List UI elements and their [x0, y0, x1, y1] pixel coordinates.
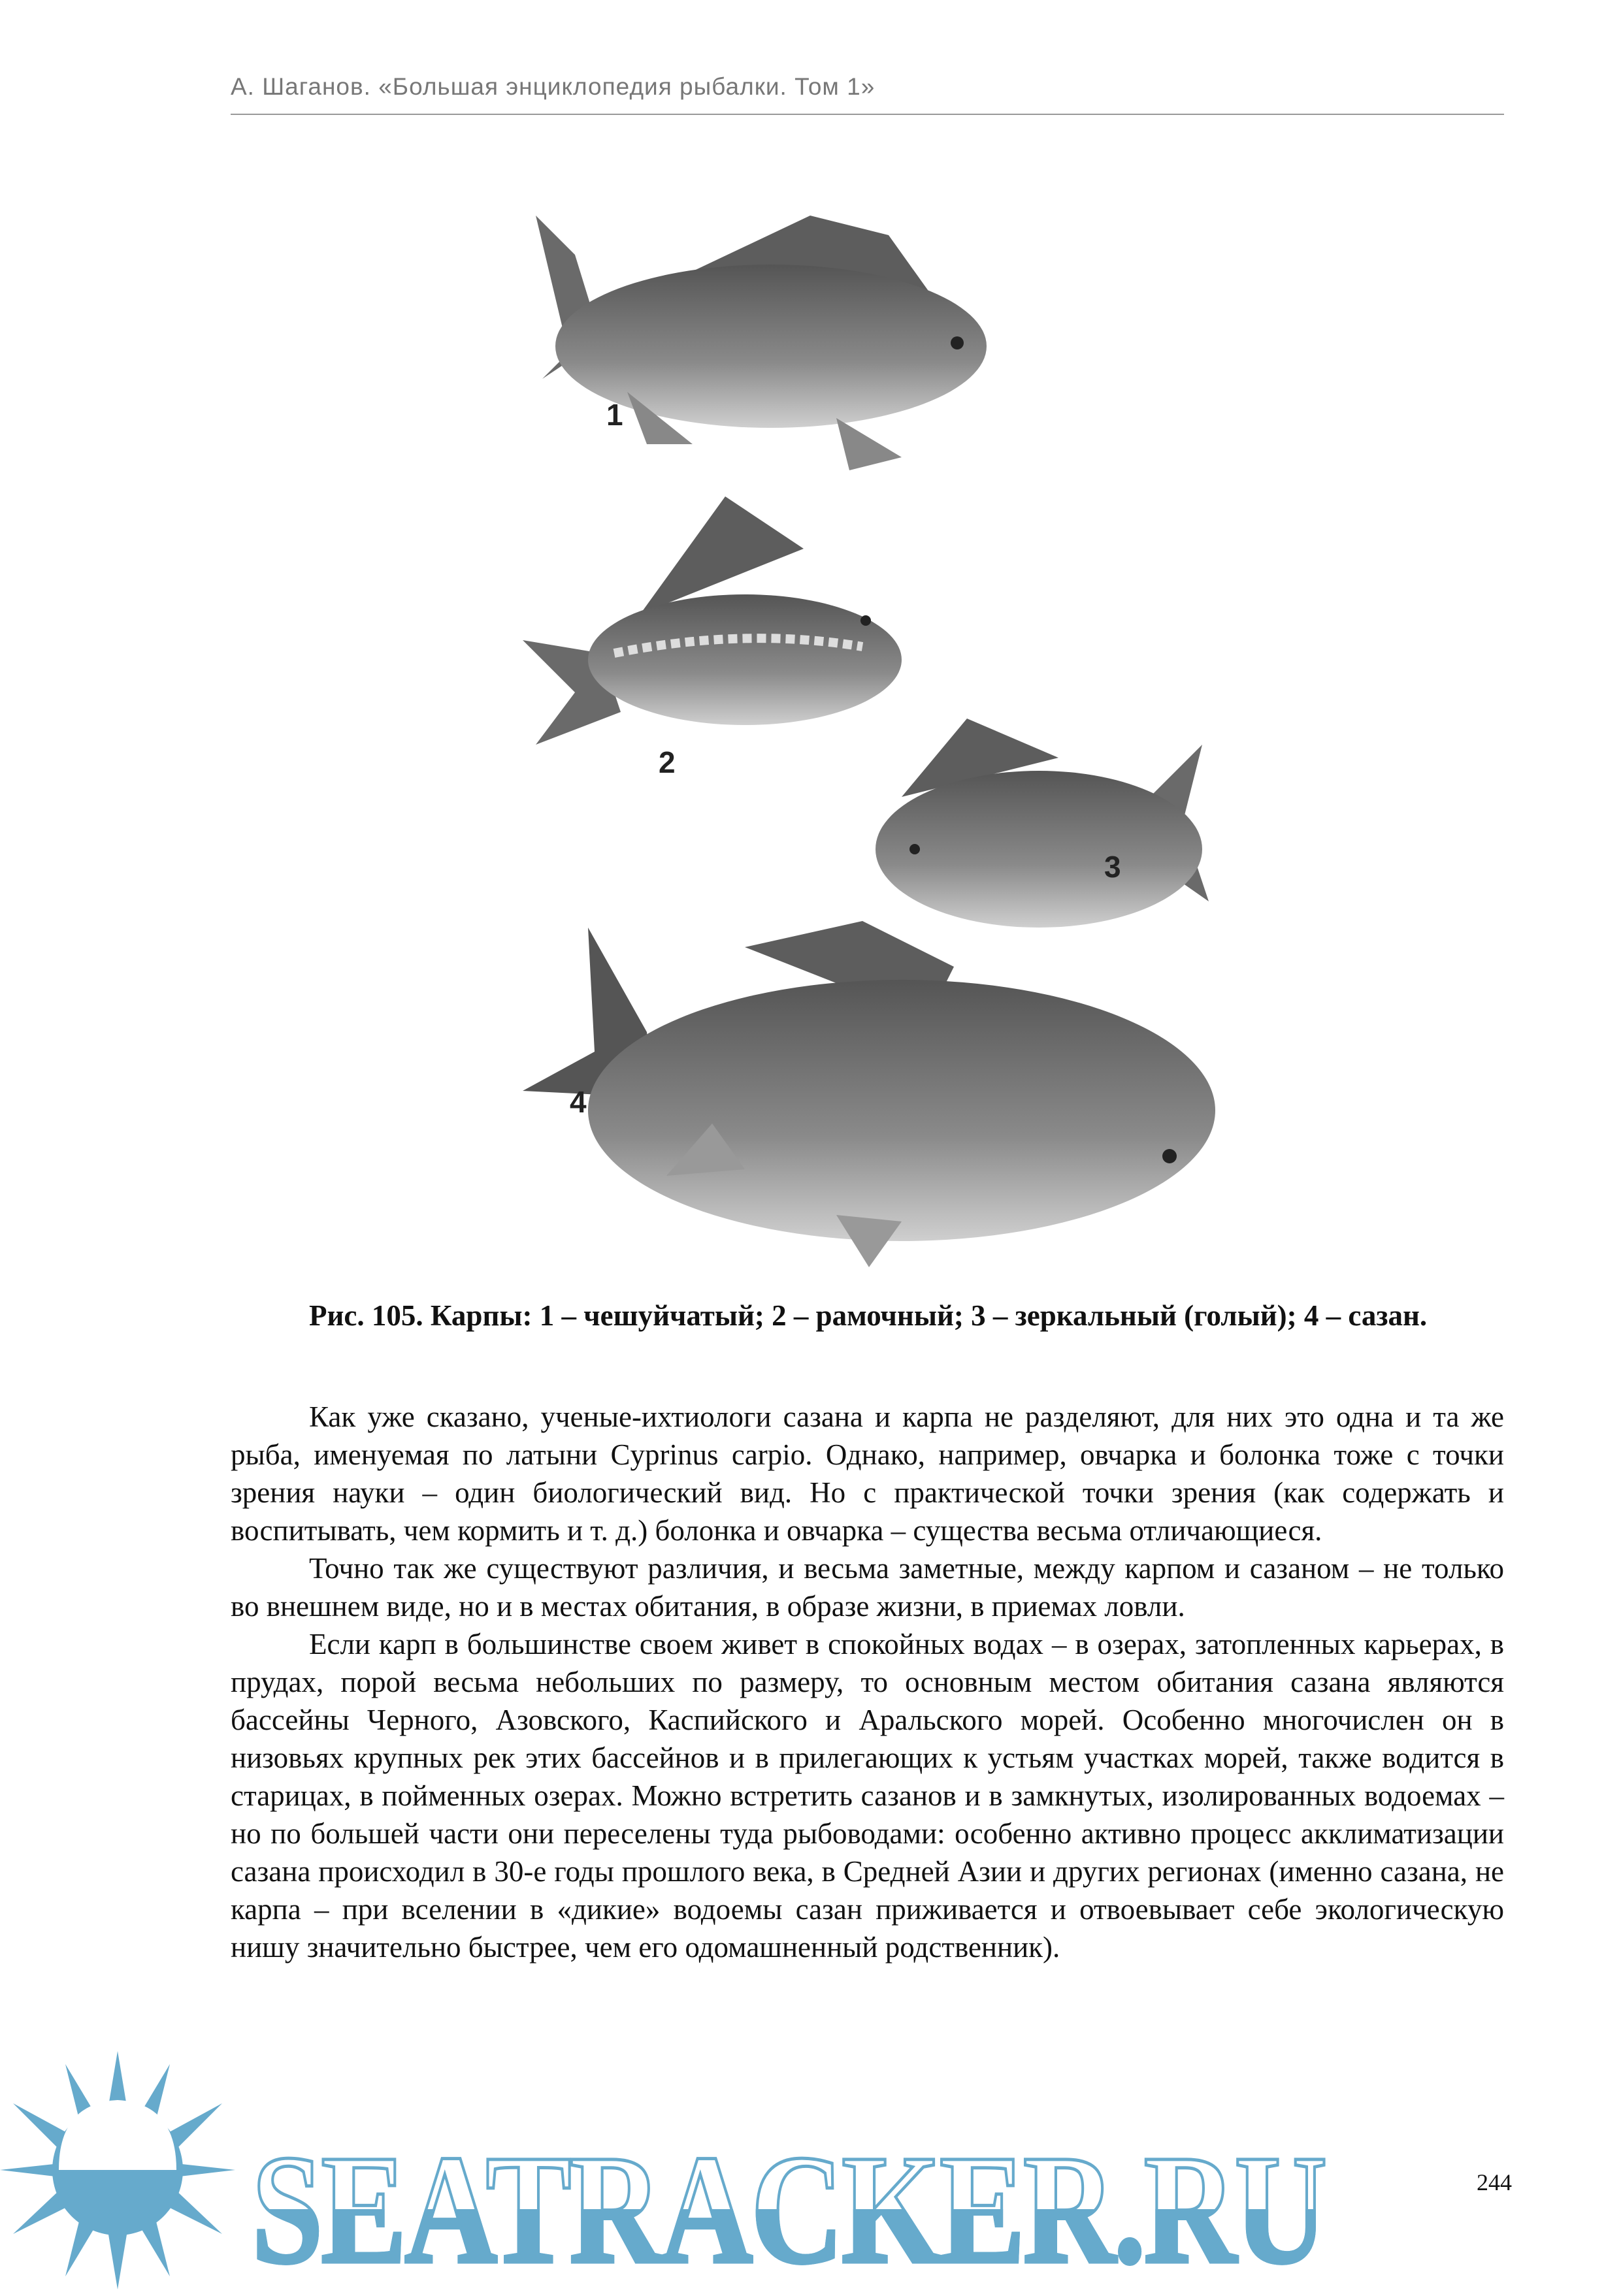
- carp-illustrations: [497, 196, 1254, 1287]
- fish-label-1: 1: [606, 398, 623, 432]
- figure-caption: Рис. 105. Карпы: 1 – чешуйчатый; 2 – рамочный; 3 – зеркальный (голый); 4 – сазан.: [309, 1299, 1428, 1332]
- paragraph: Как уже сказано, ученые-ихтиологи сазана и карпа не разделяют, для них это одна и та же рыба, именуемая по латыни Cyprinus carpio. Однако, например, овчарка и болонка тоже с точки зрения науки – один биологический вид. Но с практической точки зрения (как содержать и воспитывать, чем кормить и т. д.) болонка и овчарка – существа весьма отличающиеся.: [231, 1400, 1504, 1547]
- running-head: А. Шаганов. «Большая энциклопедия рыбалки. Том 1»: [231, 73, 876, 100]
- fish-1-scaly-carp: [536, 216, 987, 470]
- page-number: 244: [1477, 2169, 1512, 2195]
- paragraph: Если карп в большинстве своем живет в спокойных водах – в озерах, затопленных карьерах, в прудах, порой весьма небольших по размеру, то основным местом обитания сазана являются бассейны Черного, Азовского, Каспийского и Аральского морей. Особенно многочислен он в низовьях крупных рек этих бассейнов и в прилегающих к устьям участках морей, также водится в старицах, в пойменных озерах. Можно встретить сазанов и в замкнутых, изолированных водоемах – но по большей части они переселены туда рыбоводами: особенно активно процесс акклиматизации сазана происходил в 30-е годы прошлого века, в Средней Азии и других регионах (именно сазана, не карпа – при вселении в «дикие» водоемы сазан приживается и отвоевывает себе экологическую нишу значительно быстрее, чем его одомашненный родственник).: [231, 1628, 1504, 1964]
- watermark-text: SEATRACKER.RU: [252, 2122, 1326, 2296]
- fish-label-3: 3: [1104, 850, 1121, 884]
- fish-3-mirror-carp: [876, 719, 1209, 928]
- fish-4-wild-carp: [523, 921, 1215, 1267]
- carp-figure: [497, 196, 1254, 1287]
- fish-label-2: 2: [659, 745, 676, 779]
- fish-2-frame-carp: [523, 496, 902, 745]
- watermark-sun-logo: [0, 2051, 235, 2289]
- paragraph: Точно так же существуют различия, и весьма заметные, между карпом и сазаном – не только во внешнем виде, но и в местах обитания, в образе жизни, в приемах ловли.: [231, 1552, 1504, 1623]
- header-rule: [231, 114, 1504, 115]
- fish-label-4: 4: [570, 1085, 587, 1119]
- body-text: [231, 1398, 1504, 1966]
